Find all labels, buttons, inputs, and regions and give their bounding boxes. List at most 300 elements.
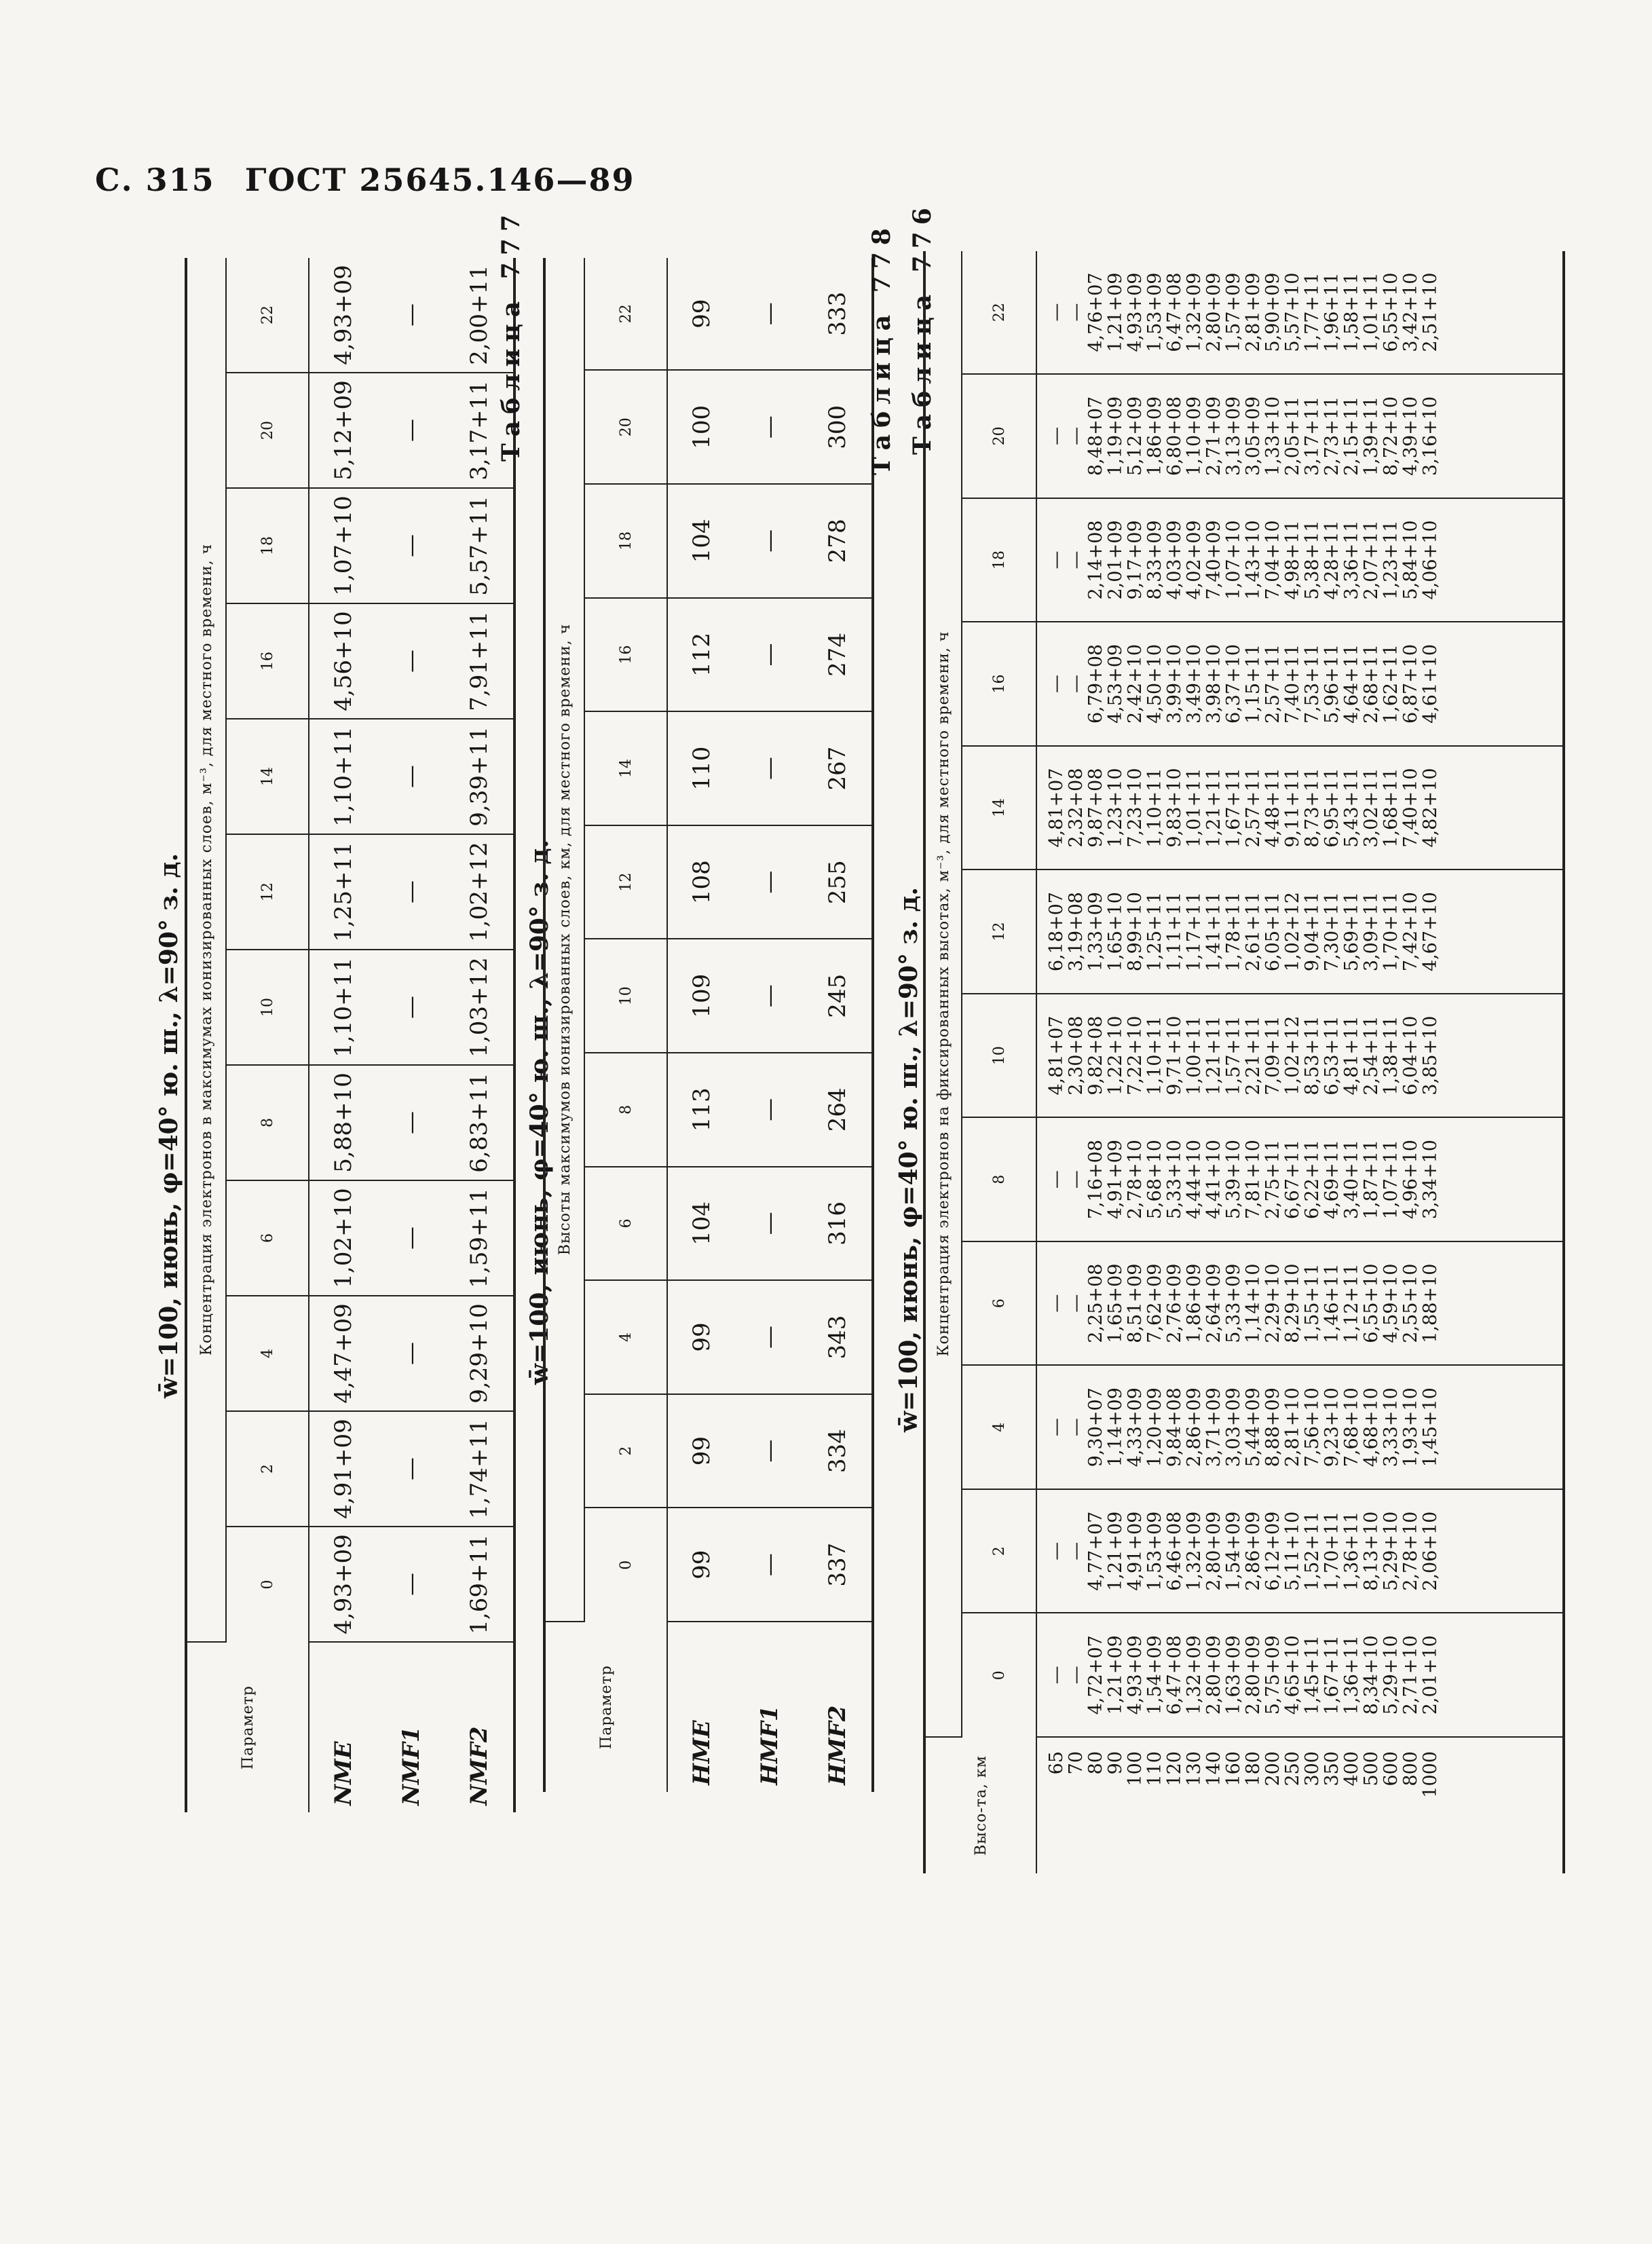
data-column	[1036, 374, 1564, 498]
cell: 4,47+09	[309, 1296, 377, 1411]
cell: 1,88+10	[1420, 1263, 1441, 1343]
cell: 278	[804, 484, 873, 598]
hour: 8	[584, 1053, 667, 1167]
cell: 3,42+10	[1400, 272, 1421, 352]
cell: —	[1066, 1666, 1087, 1685]
table-777	[543, 258, 874, 1792]
cell: 1,33+10	[1262, 396, 1283, 476]
height-value: 140	[1203, 1751, 1224, 1787]
cell: —	[377, 950, 445, 1065]
cell: 1,45+10	[1420, 1387, 1441, 1467]
param-name: HMF2	[824, 1705, 851, 1785]
hour: 0	[962, 1613, 1036, 1737]
height-value: 800	[1400, 1751, 1421, 1787]
cell: 1,39+11	[1361, 396, 1382, 476]
cell: 4,56+10	[309, 603, 377, 719]
cell: 2,54+11	[1361, 1015, 1382, 1096]
cell: 5,69+11	[1341, 892, 1362, 972]
cell: 3,40+11	[1341, 1140, 1362, 1220]
standard-code: ГОСТ 25645.146—89	[244, 162, 635, 198]
hour: 4	[962, 1365, 1036, 1489]
cell: 1,02+12	[445, 834, 514, 950]
cell: —	[377, 834, 445, 950]
cell: 3,36+11	[1341, 520, 1362, 600]
cell: 6,87+10	[1400, 643, 1421, 724]
cell: —	[1046, 1541, 1067, 1560]
cell: 9,84+08	[1164, 1387, 1185, 1467]
cell: —	[1066, 426, 1087, 445]
cell: 1,70+11	[1321, 1511, 1343, 1591]
cell: 1,41+11	[1203, 892, 1224, 972]
cell: —	[736, 711, 804, 825]
height-head: Высо-та, км	[924, 1737, 1036, 1873]
cell: 2,76+09	[1164, 1263, 1185, 1343]
cell: 1,01+11	[1361, 272, 1382, 352]
cell: —	[736, 598, 804, 712]
cell: 99	[667, 258, 736, 370]
cell: 4,02+09	[1184, 520, 1205, 600]
cell: 1,21+11	[1203, 1015, 1224, 1096]
cell: —	[736, 1167, 804, 1281]
cell: 1,70+11	[1381, 892, 1402, 972]
cell: 1,59+11	[445, 1180, 514, 1296]
cell: 9,30+07	[1085, 1387, 1106, 1467]
cell: 1,10+11	[1144, 768, 1165, 848]
hour: 22	[962, 251, 1036, 374]
cell: 2,80+09	[1203, 272, 1224, 352]
cell: —	[377, 603, 445, 719]
cell: 4,44+10	[1184, 1140, 1205, 1220]
cell: 1,77+11	[1302, 272, 1323, 352]
cell: 4,76+07	[1085, 272, 1106, 352]
cell: 7,16+08	[1085, 1140, 1106, 1220]
cell: —	[1066, 1418, 1087, 1437]
cell: 2,80+09	[1203, 1511, 1224, 1591]
param-head: Параметр	[186, 1642, 309, 1812]
cell: 3,17+11	[1302, 396, 1323, 476]
cell: 9,17+09	[1125, 520, 1146, 600]
cell: 5,12+09	[309, 373, 377, 488]
hour: 14	[226, 719, 309, 834]
cell: 2,73+11	[1321, 396, 1343, 476]
cell: 3,09+11	[1361, 892, 1382, 972]
cell: —	[377, 1180, 445, 1296]
cell: 1,67+11	[1321, 1635, 1343, 1715]
cell: 1,01+11	[1184, 768, 1205, 848]
cell: 1,23+10	[1105, 768, 1126, 848]
cell: —	[736, 1394, 804, 1508]
hour: 14	[584, 711, 667, 825]
hour: 16	[962, 622, 1036, 746]
height-value: 80	[1085, 1751, 1106, 1775]
cell: —	[377, 373, 445, 488]
page-header	[95, 162, 652, 198]
cell: 3,71+09	[1203, 1387, 1224, 1467]
cell: 7,53+11	[1302, 643, 1323, 724]
cell: 9,83+10	[1164, 768, 1185, 848]
cell: 3,05+09	[1243, 396, 1264, 476]
hour: 8	[962, 1117, 1036, 1241]
cell: 5,33+09	[1223, 1263, 1244, 1343]
cell: 333	[804, 258, 873, 370]
cell: 1,87+11	[1361, 1140, 1382, 1220]
cell: 5,29+10	[1381, 1635, 1402, 1715]
cell: 4,77+07	[1085, 1511, 1106, 1591]
cell: 2,21+11	[1243, 1015, 1264, 1096]
cell: 1,69+11	[445, 1527, 514, 1642]
cell: 2,25+08	[1085, 1263, 1106, 1343]
cell: 4,91+09	[309, 1411, 377, 1527]
cell: 3,33+10	[1381, 1387, 1402, 1467]
cell: 9,39+11	[445, 719, 514, 834]
cell: 2,80+09	[1203, 1635, 1224, 1715]
cell: —	[736, 1508, 804, 1622]
hour: 2	[226, 1411, 309, 1527]
cell: 1,57+09	[1223, 272, 1244, 352]
height-value: 120	[1164, 1751, 1185, 1787]
cell: 2,15+11	[1341, 396, 1362, 476]
cell: 3,16+10	[1420, 396, 1441, 476]
cell: 2,78+10	[1400, 1511, 1421, 1591]
cell: 7,09+11	[1262, 1015, 1283, 1096]
cell: 4,68+10	[1361, 1387, 1382, 1467]
hour: 16	[226, 603, 309, 719]
table-777-title: w̄=100, июнь, φ=40° ю. ш., λ=90° з. д.	[525, 839, 554, 1385]
cell: 8,13+10	[1361, 1511, 1382, 1591]
hour: 20	[226, 373, 309, 488]
cell: 100	[667, 370, 736, 484]
param-name: HMF1	[756, 1705, 783, 1785]
cell: 4,96+10	[1400, 1140, 1421, 1220]
cell: 1,20+09	[1144, 1387, 1165, 1467]
cell: 1,14+10	[1243, 1263, 1264, 1343]
cell: 1,36+11	[1341, 1511, 1362, 1591]
cell: —	[1046, 1666, 1067, 1685]
cell: 4,39+10	[1400, 396, 1421, 476]
cell: —	[377, 1527, 445, 1642]
cell: 99	[667, 1508, 736, 1622]
cell: 3,17+11	[445, 373, 514, 488]
cell: 1,57+11	[1223, 1015, 1244, 1096]
cell: 5,84+10	[1400, 520, 1421, 600]
cell: 6,79+08	[1085, 643, 1106, 724]
cell: 255	[804, 825, 873, 939]
cell: 4,81+07	[1046, 768, 1067, 848]
cell: 7,22+10	[1125, 1015, 1146, 1096]
hour: 12	[584, 825, 667, 939]
table-row	[804, 258, 873, 1792]
cell: 4,65+10	[1282, 1635, 1303, 1715]
cell: 264	[804, 1053, 873, 1167]
cell: 4,67+10	[1420, 892, 1441, 972]
cell: 6,55+10	[1381, 272, 1402, 352]
cell: 7,40+10	[1400, 768, 1421, 848]
cell: 9,87+08	[1085, 768, 1106, 848]
cell: 1,10+11	[1144, 1015, 1165, 1096]
cell: —	[736, 370, 804, 484]
cell: 1,46+11	[1321, 1263, 1343, 1343]
cell: 9,11+11	[1282, 768, 1303, 848]
cell: 2,75+11	[1262, 1140, 1283, 1220]
cell: 1,19+09	[1105, 396, 1126, 476]
cell: 2,61+11	[1243, 892, 1264, 972]
cell: 1,63+09	[1223, 1635, 1244, 1715]
cell: 8,48+07	[1085, 396, 1106, 476]
cell: 113	[667, 1053, 736, 1167]
height-value: 180	[1243, 1751, 1264, 1787]
cell: 9,82+08	[1085, 1015, 1106, 1096]
cell: —	[736, 1053, 804, 1167]
cell: 1,14+09	[1105, 1387, 1126, 1467]
hour: 12	[226, 834, 309, 950]
height-value: 600	[1381, 1751, 1402, 1787]
cell: 6,37+10	[1223, 643, 1244, 724]
cell: 2,05+11	[1282, 396, 1303, 476]
cell: 2,71+09	[1203, 396, 1224, 476]
cell: 1,10+11	[309, 950, 377, 1065]
page-number: С. 315	[95, 162, 215, 198]
cell: —	[377, 719, 445, 834]
cell: 1,07+10	[309, 488, 377, 603]
cell: 316	[804, 1167, 873, 1281]
data-column	[1036, 622, 1564, 746]
hour: 8	[226, 1065, 309, 1180]
cell: 4,91+09	[1105, 1140, 1126, 1220]
cell: 5,29+10	[1381, 1511, 1402, 1591]
cell: 337	[804, 1508, 873, 1622]
cell: 6,95+11	[1321, 768, 1343, 848]
cell: —	[377, 1411, 445, 1527]
cell: 1,12+11	[1341, 1263, 1362, 1343]
hour: 18	[584, 484, 667, 598]
cell: 4,91+09	[1125, 1511, 1146, 1591]
cell: 8,88+09	[1262, 1387, 1283, 1467]
cell: 1,02+12	[1282, 892, 1303, 972]
cell: 5,38+11	[1302, 520, 1323, 600]
cell: 2,71+10	[1400, 1635, 1421, 1715]
cell: —	[377, 488, 445, 603]
cell: 7,42+10	[1400, 892, 1421, 972]
cell: 8,33+09	[1144, 520, 1165, 600]
cell: —	[377, 258, 445, 373]
cell: 5,12+09	[1125, 396, 1146, 476]
table-778	[923, 251, 1565, 1873]
cell: 2,81+09	[1243, 272, 1264, 352]
data-column	[1036, 1365, 1564, 1489]
cell: 4,33+09	[1125, 1387, 1146, 1467]
hour: 22	[226, 258, 309, 373]
cell: 1,10+11	[309, 719, 377, 834]
caption: Высоты максимумов ионизированных слоев, км, для местного времени, ч	[544, 258, 584, 1622]
cell: 7,30+11	[1321, 892, 1343, 972]
cell: 6,18+07	[1046, 892, 1067, 972]
cell: 2,81+10	[1282, 1387, 1303, 1467]
cell: 3,03+09	[1223, 1387, 1244, 1467]
caption: Концентрация электронов на фиксированных высотах, м⁻³, для местного времени, ч	[924, 251, 962, 1737]
cell: 6,47+08	[1164, 1635, 1185, 1715]
cell: 2,06+10	[1420, 1511, 1441, 1591]
hour: 10	[962, 994, 1036, 1118]
caption: Концентрация электронов в максимумах ионизированных слоев, м⁻³, для местного времени, ч	[186, 258, 226, 1642]
cell: 2,01+09	[1105, 520, 1126, 600]
hour: 12	[962, 869, 1036, 994]
cell: 110	[667, 711, 736, 825]
hour: 6	[962, 1241, 1036, 1366]
cell: —	[1046, 550, 1067, 569]
cell: —	[377, 1065, 445, 1180]
cell: 108	[667, 825, 736, 939]
cell: 8,72+10	[1381, 396, 1402, 476]
cell: 2,29+10	[1262, 1263, 1283, 1343]
cell: 2,86+09	[1243, 1511, 1264, 1591]
data-column	[1036, 869, 1564, 994]
cell: 1,21+09	[1105, 272, 1126, 352]
hour: 18	[962, 498, 1036, 622]
cell: 1,32+09	[1184, 1635, 1205, 1715]
cell: 1,03+12	[445, 950, 514, 1065]
cell: 8,29+10	[1282, 1263, 1303, 1343]
cell: 3,85+10	[1420, 1015, 1441, 1096]
cell: —	[1046, 1294, 1067, 1313]
cell: 5,39+10	[1223, 1140, 1244, 1220]
height-value: 160	[1223, 1751, 1244, 1787]
cell: 4,93+09	[1125, 1635, 1146, 1715]
cell: 5,68+10	[1144, 1140, 1165, 1220]
cell: 6,12+09	[1262, 1511, 1283, 1591]
cell: —	[1046, 426, 1067, 445]
cell: 6,05+11	[1262, 892, 1283, 972]
cell: —	[736, 484, 804, 598]
cell: 9,71+10	[1164, 1015, 1185, 1096]
cell: 6,55+10	[1361, 1263, 1382, 1343]
cell: 2,42+10	[1125, 643, 1146, 724]
hour: 14	[962, 746, 1036, 870]
cell: 1,54+09	[1144, 1635, 1165, 1715]
hour: 6	[584, 1167, 667, 1281]
cell: 7,91+11	[445, 603, 514, 719]
cell: 1,52+11	[1302, 1511, 1323, 1591]
cell: 1,25+11	[309, 834, 377, 950]
table-776-label: Таблица 776	[908, 201, 937, 455]
cell: 9,23+10	[1321, 1387, 1343, 1467]
cell: 7,81+10	[1243, 1140, 1264, 1220]
cell: 5,11+10	[1282, 1511, 1303, 1591]
cell: 1,07+11	[1381, 1140, 1402, 1220]
data-column	[1036, 251, 1564, 374]
cell: 1,23+11	[1381, 520, 1402, 600]
cell: 4,64+11	[1341, 643, 1362, 724]
cell: 1,45+11	[1302, 1635, 1323, 1715]
data-column	[1036, 1117, 1564, 1241]
cell: 2,01+10	[1420, 1635, 1441, 1715]
cell: 2,55+10	[1400, 1263, 1421, 1343]
cell: 4,72+07	[1085, 1635, 1106, 1715]
hour: 20	[962, 374, 1036, 498]
cell: 8,51+09	[1125, 1263, 1146, 1343]
hour: 0	[584, 1508, 667, 1622]
cell: 5,90+09	[1262, 272, 1283, 352]
cell: 6,47+08	[1164, 272, 1185, 352]
cell: 4,03+09	[1164, 520, 1185, 600]
height-value: 65	[1046, 1751, 1067, 1775]
hour: 20	[584, 370, 667, 484]
cell: 1,32+09	[1184, 1511, 1205, 1591]
cell: —	[1066, 674, 1087, 693]
cell: 104	[667, 1167, 736, 1281]
cell: 6,67+11	[1282, 1140, 1303, 1220]
cell: 5,43+11	[1341, 768, 1362, 848]
cell: 1,32+09	[1184, 272, 1205, 352]
cell: 6,53+11	[1321, 1015, 1343, 1096]
cell: 1,00+11	[1184, 1015, 1205, 1096]
cell: 4,50+10	[1144, 643, 1165, 724]
hour: 0	[226, 1527, 309, 1642]
cell: 1,02+10	[309, 1180, 377, 1296]
height-value: 300	[1302, 1751, 1323, 1787]
cell: 4,98+11	[1282, 520, 1303, 600]
cell: 2,57+11	[1243, 768, 1264, 848]
cell: 5,33+10	[1164, 1140, 1185, 1220]
cell: 1,25+11	[1144, 892, 1165, 972]
data-column	[1036, 1241, 1564, 1366]
table-row	[667, 258, 736, 1792]
table-row	[309, 258, 377, 1812]
param-name: NME	[330, 1741, 357, 1806]
cell: 5,88+10	[309, 1065, 377, 1180]
cell: 4,28+11	[1321, 520, 1343, 600]
cell: 112	[667, 598, 736, 712]
cell: 2,00+11	[445, 258, 514, 373]
cell: —	[377, 1296, 445, 1411]
cell: 2,68+11	[1361, 643, 1382, 724]
table-777-label: Таблица 777	[497, 208, 525, 462]
cell: 1,93+10	[1400, 1387, 1421, 1467]
cell: 7,62+09	[1144, 1263, 1165, 1343]
cell: 3,13+09	[1223, 396, 1244, 476]
cell: 1,54+09	[1223, 1511, 1244, 1591]
height-value: 500	[1361, 1751, 1382, 1787]
cell: 1,21+09	[1105, 1511, 1126, 1591]
cell: 1,53+09	[1144, 272, 1165, 352]
cell: 5,44+09	[1243, 1387, 1264, 1467]
height-value: 100	[1125, 1751, 1146, 1787]
cell: 104	[667, 484, 736, 598]
cell: —	[1066, 550, 1087, 569]
cell: 4,81+11	[1341, 1015, 1362, 1096]
cell: 1,36+11	[1341, 1635, 1362, 1715]
cell: 1,96+11	[1321, 272, 1343, 352]
cell: 1,17+11	[1184, 892, 1205, 972]
height-value: 110	[1144, 1751, 1165, 1787]
cell: 2,14+08	[1085, 520, 1106, 600]
cell: 1,65+09	[1105, 1263, 1126, 1343]
cell: 6,80+08	[1164, 396, 1185, 476]
cell: 2,30+08	[1066, 1015, 1087, 1096]
cell: 6,83+11	[445, 1065, 514, 1180]
hour: 2	[584, 1394, 667, 1508]
cell: 4,41+10	[1203, 1140, 1224, 1220]
cell: 245	[804, 939, 873, 1053]
cell: 2,07+11	[1361, 520, 1382, 600]
cell: 9,04+11	[1302, 892, 1323, 972]
cell: 4,93+09	[309, 258, 377, 373]
cell: 1,15+11	[1243, 643, 1264, 724]
cell: 1,86+09	[1184, 1263, 1205, 1343]
cell: 2,64+09	[1203, 1263, 1224, 1343]
cell: 1,21+09	[1105, 1635, 1126, 1715]
cell: 4,53+09	[1105, 643, 1126, 724]
cell: —	[736, 258, 804, 370]
